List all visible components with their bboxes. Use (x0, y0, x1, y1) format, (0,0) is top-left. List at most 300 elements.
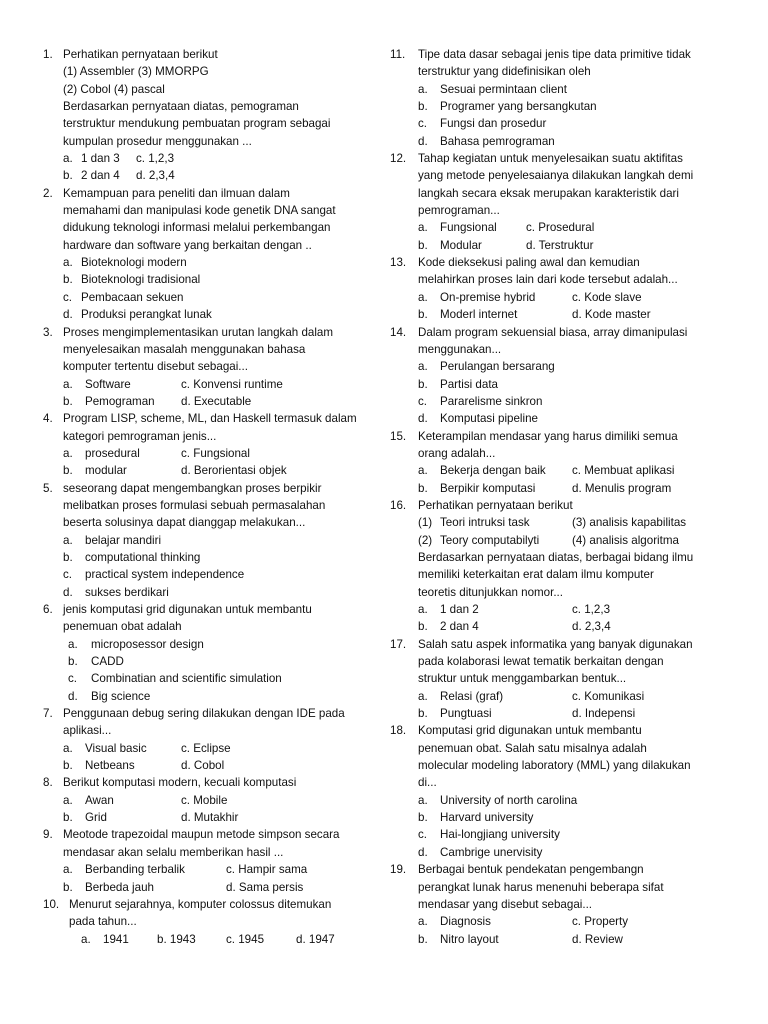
text-segment: c. (63, 568, 73, 582)
text-line (43, 774, 373, 791)
text-segment: c. 1,2,3 (136, 152, 175, 166)
text-segment: a. (63, 741, 73, 755)
text-line (43, 376, 373, 393)
text-segment: c. (418, 828, 428, 842)
text-segment: c. Hampir sama (226, 863, 308, 877)
text-line (390, 306, 740, 323)
text-segment: 11. (390, 48, 406, 61)
text-segment: b. (63, 880, 73, 894)
text-segment: terstruktur yang didefinisikan oleh (418, 65, 591, 79)
text-line (43, 931, 373, 948)
text-segment: struktur untuk menggambarkan bentuk... (418, 672, 627, 686)
text-line (43, 324, 373, 341)
text-segment: c. Mobile (181, 793, 228, 807)
text-line (43, 202, 373, 219)
text-segment: kumpulan prosedur menggunakan ... (63, 134, 252, 148)
text-line (390, 549, 740, 566)
text-line (43, 584, 373, 601)
left-question-column (43, 46, 373, 948)
text-line (43, 115, 373, 132)
text-segment: On-premise hybrid (440, 290, 536, 304)
text-line (390, 879, 740, 896)
text-segment: c. 1945 (226, 932, 265, 946)
text-line (43, 428, 373, 445)
text-segment: Bahasa pemrograman (440, 134, 555, 148)
text-line (390, 376, 740, 393)
text-segment: d. 2,3,4 (572, 620, 611, 634)
text-line (43, 722, 373, 739)
text-line (43, 913, 373, 930)
text-segment: Bioteknologi modern (81, 256, 187, 270)
text-line (43, 271, 373, 288)
text-line (43, 306, 373, 323)
text-segment: 10. (43, 897, 60, 911)
text-line (43, 861, 373, 878)
text-line (43, 653, 373, 670)
text-segment: d. (63, 585, 73, 599)
text-line (43, 879, 373, 896)
text-line (390, 532, 740, 549)
text-segment: Berpikir komputasi (440, 481, 536, 495)
text-segment: kategori pemrograman jenis... (63, 429, 217, 443)
text-segment: Hai-longjiang university (440, 828, 560, 842)
text-segment: 2 dan 4 (81, 169, 120, 183)
text-segment: molecular modeling laboratory (MML) yang dilakukan (418, 759, 691, 773)
text-segment: jenis komputasi grid digunakan untuk membantu (63, 603, 312, 616)
text-line (390, 722, 740, 739)
text-line (390, 826, 740, 843)
text-line (43, 81, 373, 98)
text-line (390, 844, 740, 861)
text-line (43, 757, 373, 774)
text-segment: Fungsional (440, 221, 497, 235)
text-segment: Bekerja dengan baik (440, 464, 546, 478)
text-segment: d. (418, 845, 428, 859)
text-line (43, 410, 373, 427)
text-segment: a. (418, 290, 428, 304)
text-line (390, 705, 740, 722)
text-line (390, 931, 740, 948)
text-line (390, 740, 740, 757)
text-line (43, 289, 373, 306)
text-line (390, 341, 740, 358)
text-segment: d. Review (572, 932, 623, 946)
text-segment: Teory computabilyti (440, 533, 540, 547)
text-segment: di... (418, 776, 437, 790)
text-segment: Salah satu aspek informatika yang banyak digunakan (418, 637, 693, 651)
text-segment: 12. (390, 152, 407, 166)
text-line (43, 809, 373, 826)
text-line (43, 740, 373, 757)
text-line (43, 98, 373, 115)
text-line (43, 254, 373, 271)
text-line (43, 670, 373, 687)
text-line (390, 185, 740, 202)
text-segment: Berbanding terbalik (85, 863, 185, 877)
text-segment: c. Komunikasi (572, 689, 645, 703)
text-segment: memahami dan manipulasi kode genetik DNA sangat (63, 204, 336, 218)
text-segment: 13. (390, 256, 407, 270)
text-segment: mendasar yang disebut sebagai... (418, 897, 593, 911)
text-line (390, 861, 740, 878)
text-segment: Sesuai permintaan client (440, 82, 567, 96)
text-line (43, 532, 373, 549)
text-segment: c. (68, 672, 78, 686)
text-segment: a. (63, 256, 73, 270)
text-segment: (1) Assembler (3) MMORPG (63, 65, 209, 79)
text-segment: a. (81, 932, 91, 946)
text-segment: 14. (390, 325, 407, 339)
text-segment: microposessor design (91, 637, 204, 651)
text-segment: d. Indepensi (572, 707, 636, 721)
text-line (390, 167, 740, 184)
text-line (43, 185, 373, 202)
text-segment: 17. (390, 637, 407, 651)
text-segment: Penggunaan debug sering dilakukan dengan IDE pada (63, 707, 345, 721)
text-segment: pada tahun... (69, 915, 137, 929)
text-line (390, 393, 740, 410)
text-line (43, 844, 373, 861)
text-segment: c. Kode slave (572, 290, 642, 304)
text-segment: Tahap kegiatan untuk menyelesaikan suatu aktifitas (418, 152, 683, 166)
text-segment: d. 1947 (296, 932, 335, 946)
text-segment: Dalam program sekuensial biasa, array dimanipulasi (418, 325, 688, 339)
text-segment: d. Terstruktur (526, 238, 594, 252)
text-segment: 15. (390, 429, 407, 443)
text-segment: 5. (43, 481, 53, 495)
text-segment: 3. (43, 325, 53, 339)
text-segment: Pemograman (85, 394, 155, 408)
text-segment: Bioteknologi tradisional (81, 273, 201, 287)
text-line (390, 584, 740, 601)
text-segment: Relasi (graf) (440, 689, 504, 703)
text-segment: d. (418, 134, 428, 148)
text-segment: Visual basic (85, 741, 147, 755)
text-segment: beserta solusinya dapat dianggap melakukan... (63, 516, 306, 530)
text-segment: b. (418, 481, 428, 495)
text-segment: Komputasi grid digunakan untuk membantu (418, 724, 642, 738)
text-line (390, 462, 740, 479)
text-segment: komputer tertentu disebut sebagai... (63, 360, 248, 374)
text-line (43, 358, 373, 375)
text-segment: prosedural (85, 446, 140, 460)
text-line (390, 757, 740, 774)
text-segment: Pungtuasi (440, 707, 492, 721)
text-segment: Diagnosis (440, 915, 491, 929)
text-segment: c. (418, 394, 428, 408)
text-line (390, 792, 740, 809)
text-segment: langkah secara eksak merupakan karakteristik dari (418, 186, 679, 200)
text-segment: d. Mutakhir (181, 811, 239, 825)
text-line (390, 219, 740, 236)
text-segment: c. Prosedural (526, 221, 595, 235)
text-segment: pemrograman... (418, 204, 500, 218)
text-line (390, 358, 740, 375)
text-segment: a. (63, 446, 73, 460)
text-segment: Kode dieksekusi paling awal dan kemudian (418, 256, 640, 270)
text-segment: b. (63, 550, 73, 564)
text-segment: c. (63, 290, 73, 304)
text-line (390, 324, 740, 341)
text-segment: memiliki keterkaitan erat dalam ilmu komputer (418, 568, 654, 582)
text-segment: Berdasarkan pernyataan diatas, pemograman (63, 100, 299, 114)
text-line (43, 601, 373, 618)
text-line (43, 237, 373, 254)
text-line (390, 774, 740, 791)
text-segment: d. (63, 308, 73, 322)
text-segment: b. (418, 707, 428, 721)
text-line (43, 150, 373, 167)
text-segment: b. (63, 464, 73, 478)
text-line (390, 150, 740, 167)
text-segment: c. Fungsional (181, 446, 250, 460)
text-line (390, 896, 740, 913)
text-segment: Perhatikan pernyataan berikut (63, 48, 218, 61)
text-segment: Moderl internet (440, 308, 518, 322)
text-segment: b. (418, 932, 428, 946)
text-line (43, 618, 373, 635)
text-line (390, 566, 740, 583)
text-segment: 16. (390, 498, 407, 512)
text-segment: a. (63, 152, 73, 166)
text-line (43, 566, 373, 583)
text-segment: Nitro layout (440, 932, 499, 946)
text-segment: hardware dan software yang berkaitan dengan .. (63, 238, 312, 252)
text-segment: 1 dan 3 (81, 152, 120, 166)
text-line (390, 670, 740, 687)
text-segment: c. (418, 117, 428, 131)
text-segment: Pararelisme sinkron (440, 394, 543, 408)
text-segment: 9. (43, 828, 53, 842)
text-segment: (3) analisis kapabilitas (572, 516, 687, 530)
text-segment: sukses berdikari (85, 585, 169, 599)
text-segment: Fungsi dan prosedur (440, 117, 547, 131)
text-segment: c. Membuat aplikasi (572, 464, 675, 478)
text-segment: 1941 (103, 932, 129, 946)
text-segment: 19. (390, 863, 407, 877)
text-line (390, 289, 740, 306)
text-segment: pada kolaborasi lewat tematik berkaitan dengan (418, 655, 664, 669)
text-segment: 8. (43, 776, 53, 790)
text-line (390, 618, 740, 635)
text-segment: d. (418, 412, 428, 426)
text-segment: melahirkan proses lain dari kode tersebut adalah... (418, 273, 678, 287)
text-segment: a. (63, 533, 73, 547)
right-question-column (390, 46, 740, 948)
text-segment: seseorang dapat mengembangkan proses berpikir (63, 481, 322, 495)
text-segment: Program LISP, scheme, ML, dan Haskell termasuk dalam (63, 412, 357, 426)
text-segment: CADD (91, 655, 124, 669)
text-segment: b. (418, 238, 428, 252)
text-segment: 2. (43, 186, 53, 200)
text-line (390, 115, 740, 132)
text-line (390, 514, 740, 531)
text-segment: Produksi perangkat lunak (81, 308, 212, 322)
text-segment: (4) analisis algoritma (572, 533, 679, 547)
text-line (43, 462, 373, 479)
text-segment: Perulangan bersarang (440, 360, 555, 374)
text-segment: Kemampuan para peneliti dan ilmuan dalam (63, 186, 290, 200)
text-segment: d. Cobol (181, 759, 225, 773)
text-segment: b. 1943 (157, 932, 196, 946)
text-segment: b. (63, 169, 73, 183)
text-segment: Berdasarkan pernyataan diatas, berbagai bidang ilmu (418, 550, 694, 564)
text-segment: b. (63, 759, 73, 773)
text-segment: penemuan obat adalah (63, 620, 182, 634)
text-line (390, 480, 740, 497)
text-line (390, 133, 740, 150)
text-segment: Keterampilan mendasar yang harus dimiliki semua (418, 429, 678, 443)
text-segment: 18. (390, 724, 407, 738)
text-segment: b. (63, 394, 73, 408)
text-segment: 2 dan 4 (440, 620, 479, 634)
text-segment: Tipe data dasar sebagai jenis tipe data primitive tidak (418, 48, 691, 61)
text-line (390, 202, 740, 219)
text-segment: Modular (440, 238, 482, 252)
text-segment: modular (85, 464, 127, 478)
text-segment: a. (418, 360, 428, 374)
text-segment: (1) (418, 516, 433, 530)
text-segment: 1. (43, 48, 53, 61)
text-segment: a. (418, 221, 428, 235)
text-segment: Komputasi pipeline (440, 412, 538, 426)
text-segment: orang adalah... (418, 446, 496, 460)
text-segment: b. (418, 620, 428, 634)
text-line (390, 809, 740, 826)
text-line (390, 410, 740, 427)
text-segment: Meotode trapezoidal maupun metode simpson secara (63, 828, 340, 842)
text-line (43, 46, 373, 63)
text-segment: aplikasi... (63, 724, 112, 738)
text-segment: d. Menulis program (572, 481, 672, 495)
text-segment: c. Property (572, 915, 629, 929)
text-segment: a. (418, 689, 428, 703)
text-line (390, 497, 740, 514)
text-segment: Proses mengimplementasikan urutan langkah dalam (63, 325, 334, 339)
text-line (390, 445, 740, 462)
text-segment: a. (63, 863, 73, 877)
text-line (43, 792, 373, 809)
text-segment: b. (418, 308, 428, 322)
text-line (43, 497, 373, 514)
text-segment: Perhatikan pernyataan berikut (418, 498, 573, 512)
text-segment: yang metode penyelesaianya dilakukan langkah demi (418, 169, 694, 183)
text-segment: Programer yang bersangkutan (440, 100, 597, 114)
text-line (390, 601, 740, 618)
text-segment: 1 dan 2 (440, 603, 479, 616)
text-segment: a. (418, 915, 428, 929)
text-segment: perangkat lunak harus menenuhi beberapa sifat (418, 880, 664, 894)
text-segment: Awan (85, 793, 114, 807)
text-segment: d. Executable (181, 394, 252, 408)
text-line (390, 271, 740, 288)
text-segment: (2) (418, 533, 433, 547)
text-line (43, 63, 373, 80)
text-segment: teoretis ditunjukkan nomor... (418, 585, 564, 599)
text-segment: c. 1,2,3 (572, 603, 611, 616)
text-segment: a. (63, 793, 73, 807)
text-line (390, 428, 740, 445)
text-line (390, 913, 740, 930)
text-line (43, 445, 373, 462)
text-line (43, 826, 373, 843)
text-segment: Harvard university (440, 811, 534, 825)
text-segment: Software (85, 377, 131, 391)
text-segment: b. (68, 655, 78, 669)
text-segment: Combinatian and scientific simulation (91, 672, 282, 686)
text-segment: b. (418, 377, 428, 391)
text-segment: b. (63, 811, 73, 825)
text-segment: b. (418, 100, 428, 114)
text-segment: 4. (43, 412, 53, 426)
text-line (43, 688, 373, 705)
text-segment: Teori intruksi task (440, 516, 530, 530)
text-segment: Menurut sejarahnya, komputer colossus ditemukan (69, 897, 332, 911)
text-line (43, 341, 373, 358)
text-line (43, 636, 373, 653)
text-line (390, 636, 740, 653)
text-line (390, 98, 740, 115)
text-segment: d. 2,3,4 (136, 169, 175, 183)
text-segment: c. Eclipse (181, 741, 231, 755)
text-segment: d. Berorientasi objek (181, 464, 287, 478)
text-segment: Grid (85, 811, 107, 825)
text-segment: melibatkan proses formulasi sebuah permasalahan (63, 498, 326, 512)
text-segment: 6. (43, 603, 53, 616)
text-segment: a. (68, 637, 78, 651)
text-line (43, 480, 373, 497)
text-segment: c. Konvensi runtime (181, 377, 283, 391)
text-line (390, 63, 740, 80)
text-segment: a. (418, 464, 428, 478)
text-segment: a. (63, 377, 73, 391)
text-line (43, 393, 373, 410)
text-line (390, 688, 740, 705)
text-segment: a. (418, 603, 428, 616)
text-line (43, 705, 373, 722)
text-line (43, 896, 373, 913)
text-segment: (2) Cobol (4) pascal (63, 82, 165, 96)
text-line (390, 81, 740, 98)
text-line (43, 514, 373, 531)
text-segment: belajar mandiri (85, 533, 162, 547)
text-segment: d. Kode master (572, 308, 651, 322)
text-line (390, 237, 740, 254)
text-line (43, 167, 373, 184)
text-segment: a. (418, 82, 428, 96)
text-segment: b. (418, 811, 428, 825)
text-segment: menggunakan... (418, 342, 502, 356)
text-line (390, 653, 740, 670)
text-line (43, 133, 373, 150)
text-segment: menyelesaikan masalah menggunakan bahasa (63, 342, 306, 356)
text-segment: Cambrige unervisity (440, 845, 543, 859)
text-segment: d. Sama persis (226, 880, 304, 894)
text-segment: Berikut komputasi modern, kecuali komputasi (63, 776, 297, 790)
text-segment: mendasar akan selalu memberikan hasil ... (63, 845, 284, 859)
text-segment: practical system independence (85, 568, 245, 582)
text-segment: Berbeda jauh (85, 880, 154, 894)
text-segment: Big science (91, 689, 151, 703)
text-segment: Partisi data (440, 377, 498, 391)
text-segment: didukung teknologi informasi melalui perkembangan (63, 221, 331, 235)
text-line (390, 254, 740, 271)
text-segment: d. (68, 689, 78, 703)
text-segment: computational thinking (85, 550, 201, 564)
text-segment: 7. (43, 707, 53, 721)
text-segment: Netbeans (85, 759, 135, 773)
text-segment: a. (418, 793, 428, 807)
